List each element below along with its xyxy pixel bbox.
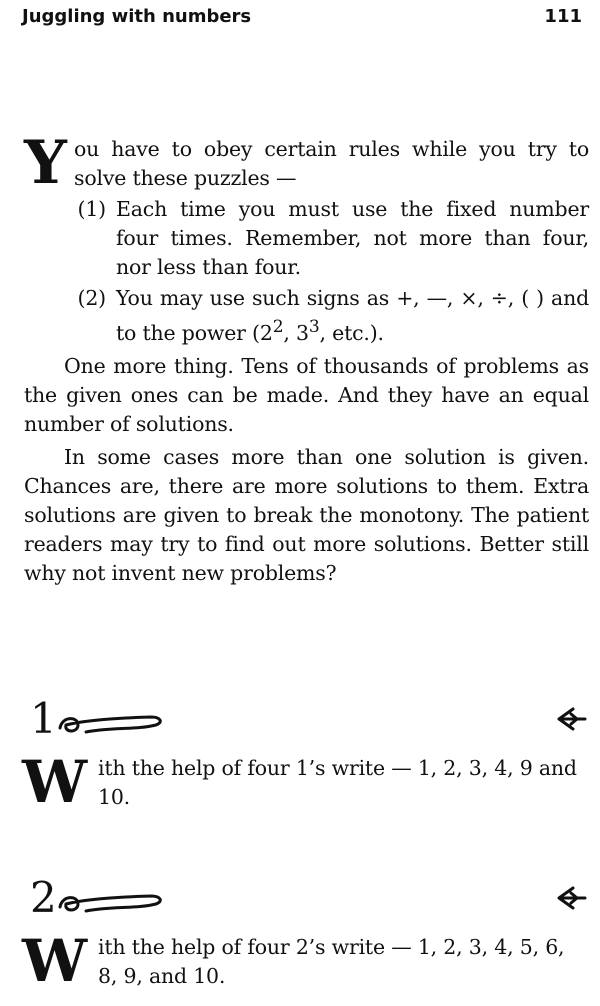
problem-text: ith the help of four 1’s write — 1, 2, 3, 4, 9 and 10. xyxy=(98,756,577,809)
problem-number: 2 xyxy=(30,873,57,922)
rule-number: (2) xyxy=(77,286,106,310)
superscript: 2 xyxy=(272,317,284,337)
problem-number: 1 xyxy=(30,694,57,743)
intro-section xyxy=(24,128,589,588)
swirl-ornament-icon xyxy=(56,708,166,738)
arrow-ornament-icon xyxy=(557,885,587,911)
arrow-ornament-icon xyxy=(557,706,587,732)
drop-cap: W xyxy=(22,748,87,816)
swirl-ornament-icon xyxy=(56,887,166,917)
intro-lead xyxy=(24,128,589,198)
superscript: 3 xyxy=(308,317,320,337)
problem-heading xyxy=(24,873,589,929)
problem-body xyxy=(22,748,589,816)
rule-number: (1) xyxy=(77,197,106,221)
paragraph: In some cases more than one solution is given. Chances are, there are more solutions to them. Extra solutions are given to break the monotony. The patient readers may try to find out more solutions. Better still why not invent new problems? xyxy=(24,444,589,585)
problem-text: ith the help of four 2’s write — 1, 2, 3, 4, 5, 6, 8, 9, and 10. xyxy=(98,935,565,988)
drop-cap: Y xyxy=(24,128,67,198)
drop-cap: W xyxy=(22,927,87,995)
problem-heading xyxy=(24,694,589,750)
problem-1 xyxy=(22,694,589,816)
page-header xyxy=(0,0,600,40)
rule-text: You may use such signs as +, —, ×, ÷, ( ) and to the power ($2^2$, $3^3$, etc.). xyxy=(116,286,589,345)
rule-item xyxy=(24,284,589,348)
intro-lead-text: ou have to obey certain rules while you try to solve these puzzles — xyxy=(74,137,589,190)
page-number: 111 xyxy=(544,6,582,27)
running-title: Juggling with numbers xyxy=(22,6,252,27)
problem-body xyxy=(22,927,589,995)
paragraph: One more thing. Tens of thousands of problems as the given ones can be made. And they have an equal number of solutions. xyxy=(24,353,589,436)
rule-text: Each time you must use the fixed number four times. Remember, not more than four, nor less than four. xyxy=(116,197,589,279)
problem-2 xyxy=(22,873,589,995)
rule-item xyxy=(24,195,589,282)
